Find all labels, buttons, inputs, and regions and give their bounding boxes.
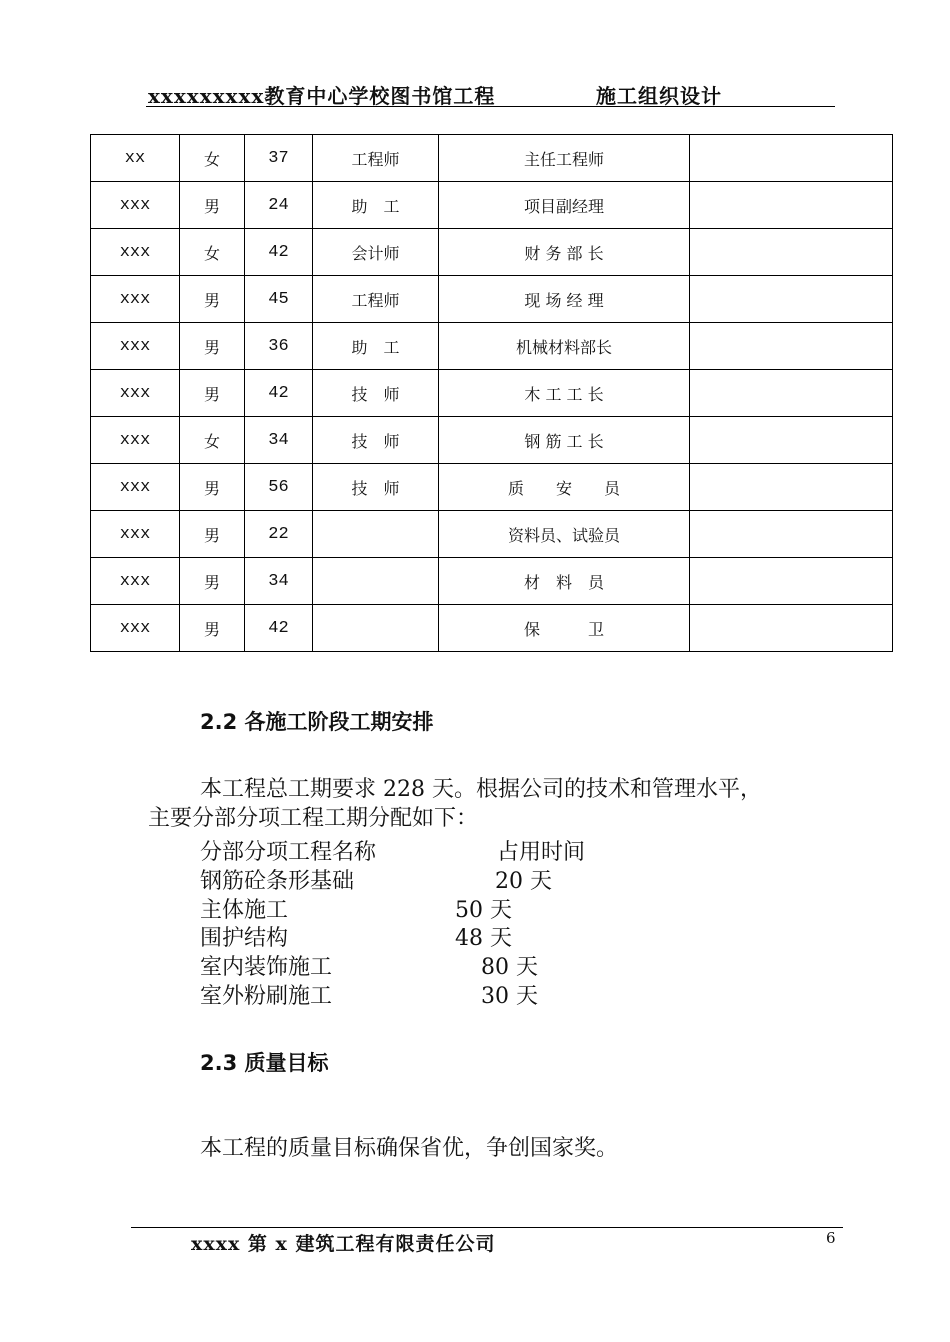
cell-age: 56 [245, 464, 313, 511]
cell-gender: 女 [180, 229, 245, 276]
cell-name: xxx [91, 464, 180, 511]
cell-title: 工程师 [313, 135, 439, 182]
cell-name: xxx [91, 511, 180, 558]
cell-name: xxx [91, 558, 180, 605]
header-project-title: xxxxxxxxx教育中心学校图书馆工程 [148, 84, 496, 108]
cell-gender: 男 [180, 182, 245, 229]
schedule-item-name: 钢筋砼条形基础 [200, 869, 355, 894]
cell-position: 机械材料部长 [439, 323, 690, 370]
cell-title: 助 工 [313, 182, 439, 229]
footer-rule [131, 1227, 843, 1228]
cell-position: 保 卫 [439, 605, 690, 652]
schedule-item-name: 围护结构 [200, 926, 289, 951]
cell-gender: 男 [180, 511, 245, 558]
table-row [91, 511, 893, 558]
cell-title: 技 师 [313, 417, 439, 464]
cell-gender: 男 [180, 323, 245, 370]
cell-remark [690, 229, 893, 276]
cell-title [313, 605, 439, 652]
section-heading-quality: 2.3 质量目标 [200, 1051, 329, 1075]
cell-name: xxx [91, 370, 180, 417]
cell-name: xxx [91, 229, 180, 276]
cell-age: 34 [245, 558, 313, 605]
cell-gender: 男 [180, 605, 245, 652]
table-row [91, 370, 893, 417]
cell-title: 助 工 [313, 323, 439, 370]
cell-age: 24 [245, 182, 313, 229]
schedule-intro-line2: 主要分部分项工程工期分配如下： [148, 806, 479, 831]
cell-position: 资料员、试验员 [439, 511, 690, 558]
cell-name: xxx [91, 605, 180, 652]
cell-remark [690, 417, 893, 464]
cell-gender: 男 [180, 558, 245, 605]
cell-title: 会计师 [313, 229, 439, 276]
cell-name: xxx [91, 182, 180, 229]
cell-gender: 女 [180, 417, 245, 464]
cell-remark [690, 182, 893, 229]
cell-name: xxx [91, 276, 180, 323]
cell-remark [690, 464, 893, 511]
cell-title: 技 师 [313, 464, 439, 511]
schedule-intro-line1: 本工程总工期要求 228 天。根据公司的技术和管理水平， [200, 777, 762, 802]
cell-remark [690, 605, 893, 652]
cell-position: 现 场 经 理 [439, 276, 690, 323]
cell-position: 质 安 员 [439, 464, 690, 511]
table-row [91, 276, 893, 323]
table-row [91, 229, 893, 276]
cell-position: 财 务 部 长 [439, 229, 690, 276]
schedule-col-name: 分部分项工程名称 [200, 840, 377, 865]
schedule-col-time: 占用时间 [497, 840, 586, 865]
cell-title [313, 558, 439, 605]
schedule-item-name: 室内装饰施工 [200, 955, 333, 980]
schedule-item-time: 20 天 [495, 869, 552, 894]
cell-remark [690, 276, 893, 323]
cell-position: 项目副经理 [439, 182, 690, 229]
cell-age: 22 [245, 511, 313, 558]
cell-position: 钢 筋 工 长 [439, 417, 690, 464]
schedule-item-time: 50 天 [455, 898, 512, 923]
cell-age: 45 [245, 276, 313, 323]
cell-name: xxx [91, 417, 180, 464]
header-rule [146, 106, 835, 107]
table-row [91, 417, 893, 464]
staff-table [90, 134, 893, 652]
cell-remark [690, 558, 893, 605]
cell-age: 42 [245, 229, 313, 276]
cell-name: xxx [91, 323, 180, 370]
cell-remark [690, 323, 893, 370]
header-document-title: 施工组织设计 [596, 84, 722, 108]
cell-title [313, 511, 439, 558]
cell-gender: 男 [180, 276, 245, 323]
schedule-item-time: 30 天 [481, 984, 538, 1009]
table-row [91, 323, 893, 370]
cell-age: 37 [245, 135, 313, 182]
schedule-item-name: 室外粉刷施工 [200, 984, 333, 1009]
cell-gender: 男 [180, 464, 245, 511]
table-row [91, 605, 893, 652]
table-row [91, 135, 893, 182]
table-row [91, 558, 893, 605]
cell-age: 42 [245, 605, 313, 652]
table-row [91, 464, 893, 511]
page-number: 6 [826, 1229, 836, 1247]
cell-position: 木 工 工 长 [439, 370, 690, 417]
cell-title: 工程师 [313, 276, 439, 323]
cell-age: 42 [245, 370, 313, 417]
cell-remark [690, 370, 893, 417]
cell-position: 材 料 员 [439, 558, 690, 605]
cell-name: xx [91, 135, 180, 182]
section-heading-schedule: 2.2 各施工阶段工期安排 [200, 710, 434, 734]
cell-remark [690, 511, 893, 558]
cell-position: 主任工程师 [439, 135, 690, 182]
table-row [91, 182, 893, 229]
cell-gender: 女 [180, 135, 245, 182]
cell-gender: 男 [180, 370, 245, 417]
cell-title: 技 师 [313, 370, 439, 417]
schedule-item-time: 48 天 [455, 926, 512, 951]
cell-age: 36 [245, 323, 313, 370]
footer-company: xxxx 第 x 建筑工程有限责任公司 [191, 1233, 496, 1255]
quality-goal-text: 本工程的质量目标确保省优，争创国家奖。 [200, 1136, 619, 1161]
cell-remark [690, 135, 893, 182]
schedule-item-name: 主体施工 [200, 898, 289, 923]
cell-age: 34 [245, 417, 313, 464]
schedule-item-time: 80 天 [481, 955, 538, 980]
